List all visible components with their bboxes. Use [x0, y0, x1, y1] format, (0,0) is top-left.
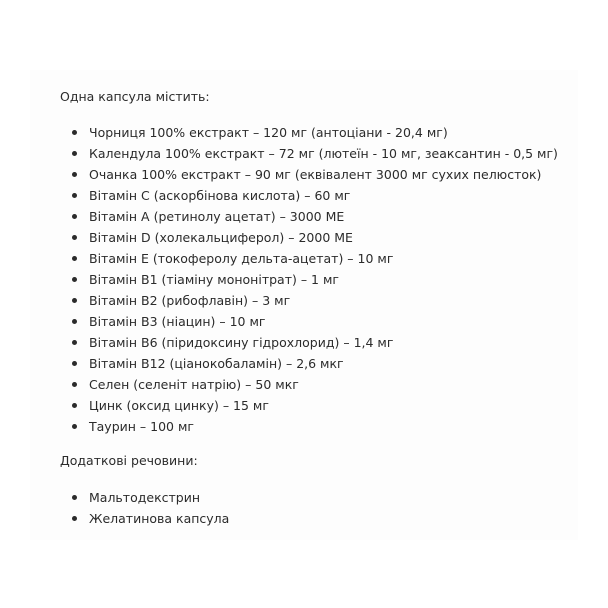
- ingredient-item: [60, 227, 558, 248]
- ingredient-text: Вітамін В1 (тіаміну мононітрат) – 1 мг: [89, 272, 339, 287]
- ingredient-text: Цинк (оксид цинку) – 15 мг: [89, 398, 269, 413]
- substance-item: [60, 487, 229, 508]
- ingredient-text: Вітамін В6 (піридоксину гідрохлорид) – 1,4 мг: [89, 335, 394, 350]
- ingredient-item: [60, 290, 558, 311]
- bullet-icon: [72, 298, 77, 303]
- ingredient-text: Вітамін С (аскорбінова кислота) – 60 мг: [89, 188, 351, 203]
- ingredient-text: Селен (селеніт натрію) – 50 мкг: [89, 377, 299, 392]
- ingredient-item: [60, 353, 558, 374]
- ingredient-item: [60, 332, 558, 353]
- ingredient-text: Вітамін Е (токоферолу дельта-ацетат) – 10 мг: [89, 251, 394, 266]
- ingredient-text: Вітамін А (ретинолу ацетат) – 3000 МЕ: [89, 209, 345, 224]
- bullet-icon: [72, 340, 77, 345]
- bullet-icon: [72, 151, 77, 156]
- ingredient-item: [60, 164, 558, 185]
- bullet-icon: [72, 516, 77, 521]
- additional-substances-heading: Додаткові речовини:: [60, 453, 198, 468]
- ingredient-item: [60, 311, 558, 332]
- substance-text: Мальтодекстрин: [89, 490, 200, 505]
- additional-substances-list: [60, 487, 229, 529]
- ingredient-item: [60, 185, 558, 206]
- ingredient-text: Вітамін В3 (ніацин) – 10 мг: [89, 314, 266, 329]
- bullet-icon: [72, 277, 77, 282]
- bullet-icon: [72, 214, 77, 219]
- ingredient-text: Вітамін D (холекальциферол) – 2000 МЕ: [89, 230, 353, 245]
- ingredient-item: [60, 416, 558, 437]
- bullet-icon: [72, 424, 77, 429]
- bullet-icon: [72, 319, 77, 324]
- substance-item: [60, 508, 229, 529]
- capsule-contents-heading: Одна капсула містить:: [60, 89, 210, 104]
- bullet-icon: [72, 235, 77, 240]
- ingredient-text: Таурин – 100 мг: [89, 419, 194, 434]
- ingredient-text: Вітамін В12 (ціанокобаламін) – 2,6 мкг: [89, 356, 344, 371]
- ingredient-item: [60, 374, 558, 395]
- ingredient-item: [60, 269, 558, 290]
- capsule-ingredients-list: [60, 122, 558, 437]
- bullet-icon: [72, 403, 77, 408]
- ingredient-item: [60, 248, 558, 269]
- ingredient-text: Вітамін В2 (рибофлавін) – 3 мг: [89, 293, 291, 308]
- ingredient-text: Очанка 100% екстракт – 90 мг (еквівалент 3000 мг сухих пелюсток): [89, 167, 542, 182]
- ingredients-panel: [30, 70, 578, 540]
- bullet-icon: [72, 172, 77, 177]
- bullet-icon: [72, 130, 77, 135]
- ingredient-item: [60, 143, 558, 164]
- bullet-icon: [72, 495, 77, 500]
- ingredient-text: Чорниця 100% екстракт – 120 мг (антоціани - 20,4 мг): [89, 125, 448, 140]
- bullet-icon: [72, 361, 77, 366]
- ingredient-item: [60, 206, 558, 227]
- ingredient-item: [60, 122, 558, 143]
- bullet-icon: [72, 256, 77, 261]
- bullet-icon: [72, 193, 77, 198]
- substance-text: Желатинова капсула: [89, 511, 230, 526]
- bullet-icon: [72, 382, 77, 387]
- ingredient-text: Календула 100% екстракт – 72 мг (лютеїн - 10 мг, зеаксантин - 0,5 мг): [89, 146, 558, 161]
- ingredient-item: [60, 395, 558, 416]
